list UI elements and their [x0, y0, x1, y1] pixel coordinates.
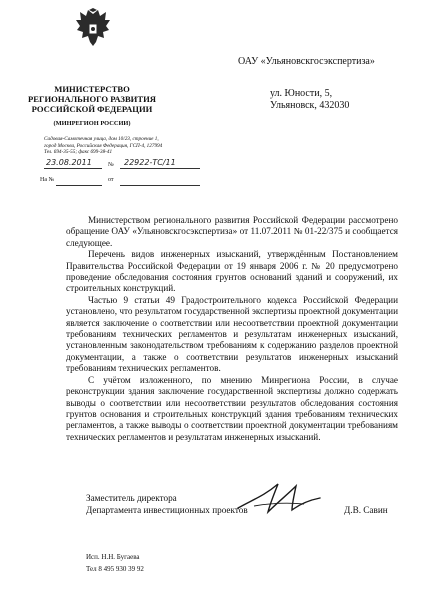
signatory-position-line1: Заместитель директора [86, 493, 177, 503]
recipient-street: ул. Юности, 5, [270, 88, 333, 99]
recipient-org: ОАУ «Ульяновскгосэкспертиза» [238, 56, 375, 67]
letter-date: 23.08.2011 [46, 158, 92, 167]
registration-number: 22922-ТС/11 [124, 158, 176, 167]
ministry-name: МИНИСТЕРСТВО РЕГИОНАЛЬНОГО РАЗВИТИЯ РОССИЙСКОЙ ФЕДЕРАЦИИ [28, 84, 156, 114]
ministry-short-name: (МИНРЕГИОН РОССИИ) [53, 120, 131, 127]
body-paragraph: Частью 9 статьи 49 Градостроительного кодекса Российской Федерации установлено, что результатом государственной экспертизы проектной документации является заключение о соответствии или несоответствии проектной документации требованиям технических регламентов и результатам инженерных изысканий, установленным законодательством требованиям к содержанию разделов проектной документации, а также о соответствии результатов инженерных изысканий требованиям технических регламентов. [66, 294, 398, 374]
reference-label: На № [40, 177, 55, 183]
body-paragraph: С учётом изложенного, по мнению Минрегиона России, в случае реконструкции здания заключение государственной экспертизы должно содержать выводы о соответствии или несоответствии результатов обследования состояния грунтов основания и строительных конструкций здания требованиям технических регламентов, а также выводы о соответствии проектной документации требованиям технических регламентов и результатам инженерных изысканий. [66, 374, 398, 442]
ministry-address: Садовая-Самотечная улица, дом 10/23, строение 1, город Москва, Российская Федерация, ГСП-4, 127994 Тел. 694-35-55; факс 699-38-41 [44, 136, 163, 156]
signatory-position-line2: Департамента инвестиционных проектов [86, 505, 248, 515]
executor-name: Исп. Н.Н. Бугаева [86, 553, 140, 561]
number-sign: № [108, 162, 114, 168]
reference-from-label: от [108, 177, 114, 183]
letter-body [66, 215, 398, 443]
executor-phone: Тел 8 495 930 39 92 [86, 565, 144, 573]
body-paragraph: Перечень видов инженерных изысканий, утверждённым Постановлением Правительства Российской Федерации от 19 января 2006 г. № 20 предусмотрено проведение обследования состояния грунтов оснований зданий и сооружений, их строительных конструкций. [66, 249, 398, 294]
handwritten-signature [234, 478, 324, 518]
coat-of-arms-emblem [74, 8, 112, 50]
body-paragraph: Министерством регионального развития Российской Федерации рассмотрено обращение ОАУ «Ульяновскгосэкспертиза» от 11.07.2011 № 01-22/375 и сообщается следующее. [66, 215, 398, 248]
recipient-city: Ульяновск, 432030 [270, 100, 350, 111]
signatory-name: Д.В. Савин [344, 505, 388, 515]
